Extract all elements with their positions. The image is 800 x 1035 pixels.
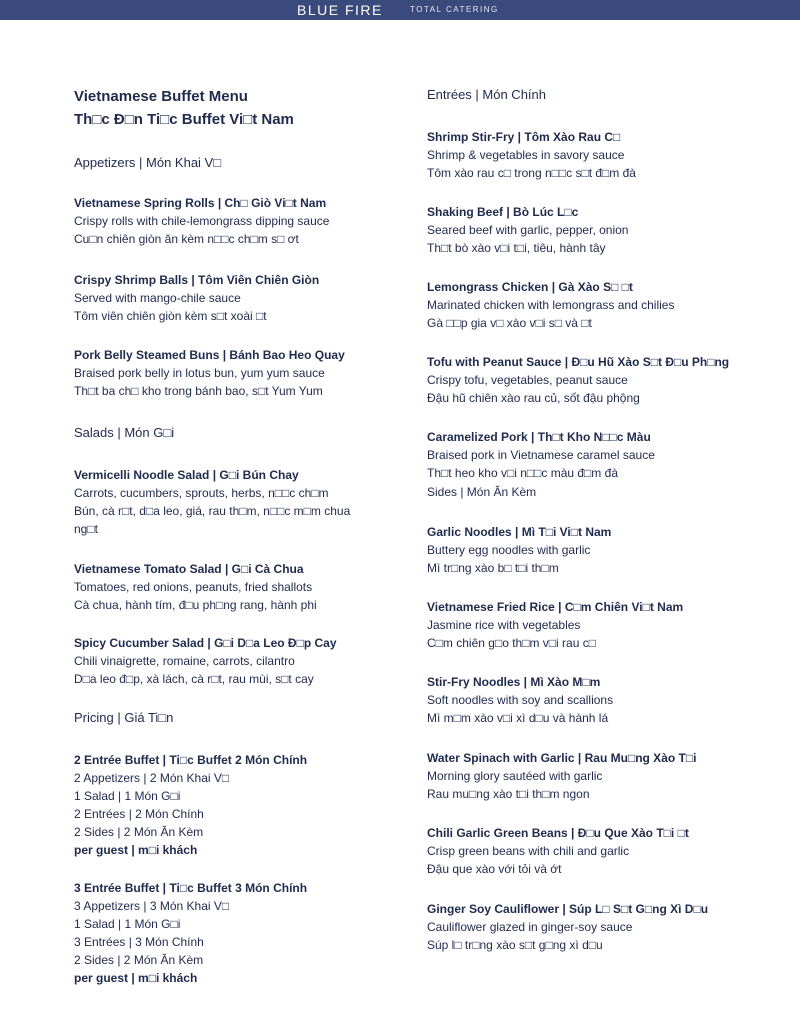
item-name: Vietnamese Fried Rice | C□m Chiên Vi□t Nam [427, 600, 684, 614]
item-description-vi: Súp l□ tr□ng xào s□t g□ng xì d□u [427, 938, 603, 952]
plan-per-guest: per guest | m□i khách [74, 971, 198, 985]
item-name: Garlic Noodles | Mì T□i Vi□t Nam [427, 525, 612, 539]
section-sides: Sides | Món Ăn Kèm [427, 485, 537, 499]
menu-item [74, 194, 329, 248]
item-description-en: Tomatoes, red onions, peanuts, fried shallots [74, 580, 313, 594]
brand-name: BLUE FIRE [297, 2, 383, 18]
menu-item [427, 598, 683, 652]
item-description-vi: Th□t bò xào v□i t□i, tiêu, hành tây [427, 241, 606, 255]
menu-item [427, 203, 628, 257]
item-description-vi: Đậu hũ chiên xào rau củ, sốt đậu phộng [427, 391, 640, 405]
plan-line: 2 Sides | 2 Món Ăn Kèm [74, 953, 204, 967]
brand-tagline: TOTAL CATERING [410, 5, 499, 14]
item-description-vi: C□m chiên g□o th□m v□i rau c□ [427, 636, 596, 650]
item-description-vi: Gà □□p gia v□ xào v□i s□ và □t [427, 316, 592, 330]
item-name: Lemongrass Chicken | Gà Xào S□ □t [427, 280, 633, 294]
menu-item [427, 749, 696, 803]
plan-name: 3 Entrée Buffet | Ti□c Buffet 3 Món Chính [74, 881, 308, 895]
item-description-en: Jasmine rice with vegetables [427, 618, 581, 632]
plan-line: 1 Salad | 1 Món G□i [74, 789, 181, 803]
item-description-en: Morning glory sautéed with garlic [427, 769, 603, 783]
item-name: Shaking Beef | Bò Lúc L□c [427, 205, 579, 219]
item-description-en: Crispy rolls with chile-lemongrass dipping sauce [74, 214, 330, 228]
item-description-vi: Tôm xào rau c□ trong n□□c s□t đ□m đà [427, 166, 636, 180]
item-description-en: Crispy tofu, vegetables, peanut sauce [427, 373, 628, 387]
item-description-vi: Đậu que xào với tỏi và ớt [427, 862, 562, 876]
item-name: Spicy Cucumber Salad | G□i D□a Leo Đ□p Cay [74, 636, 337, 650]
menu-item [427, 523, 611, 577]
pricing-plan [74, 751, 307, 859]
menu-item [427, 128, 636, 182]
item-description-vi: Cà chua, hành tím, đ□u ph□ng rang, hành phi [74, 598, 317, 612]
item-name: Shrimp Stir-Fry | Tôm Xào Rau C□ [427, 130, 621, 144]
item-description-en: Braised pork belly in lotus bun, yum yum sauce [74, 366, 325, 380]
item-name: Vietnamese Tomato Salad | G□i Cà Chua [74, 562, 304, 576]
menu-item [427, 428, 655, 482]
plan-line: 2 Entrées | 2 Món Chính [74, 807, 204, 821]
item-description-vi: Mì tr□ng xào b□ t□i th□m [427, 561, 559, 575]
item-name: Vietnamese Spring Rolls | Ch□ Giò Vi□t Nam [74, 196, 327, 210]
item-name: Tofu with Peanut Sauce | Đ□u Hũ Xào S□t Đ□u Ph□ng [427, 355, 730, 369]
menu-item [74, 271, 319, 325]
menu-item [427, 824, 689, 878]
item-description-vi: Mì m□m xào v□i xì d□u và hành lá [427, 711, 609, 725]
plan-line: 2 Appetizers | 2 Món Khai V□ [74, 771, 230, 785]
header-banner [0, 0, 800, 20]
section-pricing: Pricing | Giá Ti□n [74, 710, 174, 725]
item-name: Stir-Fry Noodles | Mì Xào M□m [427, 675, 601, 689]
item-description-vi: D□a leo đ□p, xà lách, cà r□t, rau mùi, s□t cay [74, 672, 314, 686]
plan-line: 1 Salad | 1 Món G□i [74, 917, 181, 931]
item-description-en: Soft noodles with soy and scallions [427, 693, 614, 707]
item-description-en: Carrots, cucumbers, sprouts, herbs, n□□c ch□m [74, 486, 329, 500]
item-description-vi: Th□t heo kho v□i n□□c màu đ□m đà [427, 466, 618, 480]
pricing-plan [74, 879, 307, 987]
plan-line: 2 Sides | 2 Món Ăn Kèm [74, 825, 204, 839]
menu-title-vi: Th□c Đ□n Ti□c Buffet Vi□t Nam [74, 111, 294, 128]
item-name: Pork Belly Steamed Buns | Bánh Bao Heo Quay [74, 348, 345, 362]
item-description-vi: Rau mu□ng xào t□i th□m ngon [427, 787, 590, 801]
item-name: Ginger Soy Cauliflower | Súp L□ S□t G□ng Xì D□u [427, 902, 709, 916]
item-description-vi: Cu□n chiên giòn ăn kèm n□□c ch□m s□ ơt [74, 232, 299, 246]
item-description-en: Chili vinaigrette, romaine, carrots, cilantro [74, 654, 295, 668]
plan-name: 2 Entrée Buffet | Ti□c Buffet 2 Món Chính [74, 753, 308, 767]
menu-item [427, 353, 729, 407]
item-description-vi: Tôm viên chiên giòn kèm s□t xoài □t [74, 309, 267, 323]
item-name: Crispy Shrimp Balls | Tôm Viên Chiên Giòn [74, 273, 320, 287]
section-appetizers: Appetizers | Món Khai V□ [74, 155, 222, 170]
item-description-en: Crisp green beans with chili and garlic [427, 844, 630, 858]
item-description-en: Marinated chicken with lemongrass and chilies [427, 298, 675, 312]
menu-item [74, 346, 345, 400]
menu-item [427, 673, 613, 727]
menu-item [427, 900, 708, 954]
item-description-vi: Bún, cà r□t, d□a leo, giá, rau th□m, n□□c m□m chua ng□t [74, 504, 351, 536]
item-description-en: Seared beef with garlic, pepper, onion [427, 223, 629, 237]
item-description-en: Shrimp & vegetables in savory sauce [427, 148, 625, 162]
item-name: Chili Garlic Green Beans | Đ□u Que Xào T□i □t [427, 826, 689, 840]
menu-item [74, 634, 337, 688]
section-entrees: Entrées | Món Chính [427, 87, 546, 102]
menu-item [74, 560, 317, 614]
item-name: Vermicelli Noodle Salad | G□i Bún Chay [74, 468, 299, 482]
item-description-en: Served with mango-chile sauce [74, 291, 241, 305]
menu-item [427, 278, 674, 332]
item-description-en: Buttery egg noodles with garlic [427, 543, 591, 557]
item-description-vi: Th□t ba ch□ kho trong bánh bao, s□t Yum Yum [74, 384, 323, 398]
plan-line: 3 Entrées | 3 Món Chính [74, 935, 204, 949]
item-description-en: Braised pork in Vietnamese caramel sauce [427, 448, 655, 462]
plan-line: 3 Appetizers | 3 Món Khai V□ [74, 899, 230, 913]
section-salads: Salads | Món G□i [74, 425, 175, 440]
menu-item [74, 466, 364, 538]
menu-title-en: Vietnamese Buffet Menu [74, 88, 248, 105]
item-name: Water Spinach with Garlic | Rau Mu□ng Xào T□i [427, 751, 697, 765]
item-description-en: Cauliflower glazed in ginger-soy sauce [427, 920, 633, 934]
plan-per-guest: per guest | m□i khách [74, 843, 198, 857]
item-name: Caramelized Pork | Th□t Kho N□□c Màu [427, 430, 651, 444]
